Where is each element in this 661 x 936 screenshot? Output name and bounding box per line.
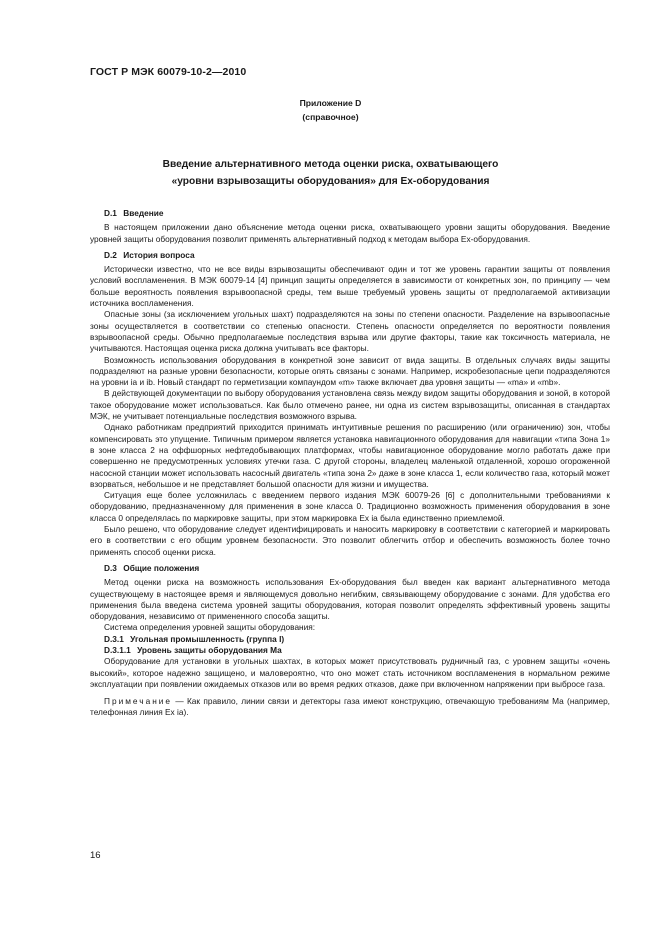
paragraph: Возможность использования оборудования в конкретной зоне зависит от вида защиты. В отдельных случаях виды защиты подразделяют на разные уровни безопасности, которые опять связаны с зонами. Например, искробезопасные цепи подразделяются на уровни ia и ib. Новый стандарт по герметизации компаундом «m» также включает два уровня защиты — «ma» и «mb».: [90, 354, 610, 388]
paragraph: Опасные зоны (за исключением угольных шахт) подразделяются на зоны по степени опасности. Разделение на взрывоопасные зоны осуществляется в соответствии со степенью опасности. Степень опасности определяется по вероятности появления взрывоопасной среды. Обычно предполагаемые последствия взрыва или другие факторы, такие как токсичность материала, не учитываются. Настоящая оценка риска должна учитывать все факторы.: [90, 309, 610, 354]
section-title: История вопроса: [123, 249, 195, 260]
paragraph: Ситуация еще более усложнилась с введением первого издания МЭК 60079-26 [6] с дополнительными требованиями к оборудованию, предназначенному для применения в зоне класса 0. Традиционно возможность применения оборудования в зоне класса 0 определялась по маркировке защиты, при этом маркировка Ex ia была единственно приемлемой.: [90, 490, 610, 523]
annex-title-line-1: Введение альтернативного метода оценки риска, охватывающего: [162, 159, 499, 170]
note: [90, 696, 610, 719]
page-number: 16: [90, 850, 101, 861]
paragraph: Система определения уровней защиты оборудования:: [104, 622, 316, 633]
section-number: D.3: [104, 562, 117, 573]
subsection-number: D.3.1: [104, 633, 124, 644]
paragraph: В настоящем приложении дано объяснение метода оценки риска, охватывающего уровни защиты оборудования. Введение уровней защиты оборудования позволит применять альтернативный подход к методам выбора Ex-оборудования.: [90, 222, 610, 244]
paragraph: Метод оценки риска на возможность использования Ex-оборудования был введен как вариант альтернативного метода существующему в настоящее время и являющемуся довольно негибким, связывающему оборудование с зонами. Для удобства его применения была введена система уровней защиты оборудования, которая позволит определять эффективный уровень защиты оборудования, независимо от примененного способа защиты.: [90, 577, 610, 622]
section-heading-d2: [90, 250, 610, 261]
section-title: Введение: [123, 208, 164, 218]
annex-title: [60, 156, 601, 190]
document-body: [90, 206, 610, 719]
annex-title-line-2: «уровни взрывозащиты оборудования» для Ex-оборудования: [171, 176, 490, 187]
paragraph: Оборудование для установки в угольных шахтах, в которых может присутствовать рудничный газ, с уровнем защиты «очень высокий», которое надежно защищено, и маловероятно, что оно может стать источником воспламенения в нормальном режиме эксплуатации при появлении ожидаемых отказов или во время редких отказов, даже при включенном напряжении при выбросе газа.: [90, 656, 610, 689]
paragraph: Исторически известно, что не все виды взрывозащиты обеспечивают один и тот же уровень гарантии защиты от появления условий воспламенения. В МЭК 60079-14 [4] принцип защиты определяется в зависимости от конкретных зон, по принципу — чем больше вероятность появления взрывоопасной среды, тем выше требуемый уровень защиты от предполагаемой активизации источника воспламенения.: [90, 264, 610, 309]
annex-label: Приложение D: [299, 98, 362, 108]
paragraph: В действующей документации по выбору оборудования установлена связь между видом защиты оборудования и зоной, в которой такое оборудование может использоваться. Как было отмечено ранее, ни одна из систем взрывозащиты, описанная в стандартах МЭК, не учитывает потенциальные последствия возможного взрыва.: [90, 388, 610, 422]
paragraph: Однако работникам предприятий приходится принимать интуитивные решения по расширению (или ограничению) зон, чтобы компенсировать это упущение. Типичным примером является установка навигационного оборудования для навигации «типа Зона 1» в зоне класса 2 на оффшорных нефтедобывающих платформах, чтобы навигационное оборудование могло работать даже при совершенно не предусмотренных условиях утечки газа. С другой стороны, владелец маленькой отдаленной, хорошо огороженной насосной станции может использовать насосный двигатель «типа зона 2» даже в зоне класса 1, если количество газа, который может взорваться, небольшое и не представляет большой опасности для жизни и имущества.: [90, 422, 610, 489]
section-heading-d3: [90, 563, 610, 574]
note-text: — Как правило, линии связи и детекторы газа имеют конструкцию, отвечающую требованиям Ма (например, телефонная линия Ex ia).: [90, 696, 610, 718]
subsection-number: D.3.1.1: [104, 644, 131, 655]
document-id: ГОСТ Р МЭК 60079-10-2—2010: [90, 66, 247, 78]
section-number: D.1: [104, 208, 117, 218]
subsection-title: Угольная промышленность (группа I): [130, 633, 285, 644]
section-title: Общие положения: [123, 562, 200, 573]
annex-kind: (справочное): [302, 112, 359, 122]
subsection-heading-d3-1-1: [90, 645, 610, 656]
section-heading-d1: [90, 208, 610, 219]
annex-heading: [0, 96, 661, 124]
subsection-title: Уровень защиты оборудования Ма: [137, 644, 282, 655]
subsection-heading-d3-1: [90, 634, 610, 645]
paragraph: Было решено, что оборудование следует идентифицировать и наносить маркировку в соответствии с категорией и маркировать его в соответствии с его общим уровнем безопасности. Это позволит облегчить отбор и обеспечить возможность более точно применять способ оценки риска.: [90, 524, 610, 557]
section-number: D.2: [104, 249, 117, 260]
note-label: Примечание: [104, 696, 173, 707]
